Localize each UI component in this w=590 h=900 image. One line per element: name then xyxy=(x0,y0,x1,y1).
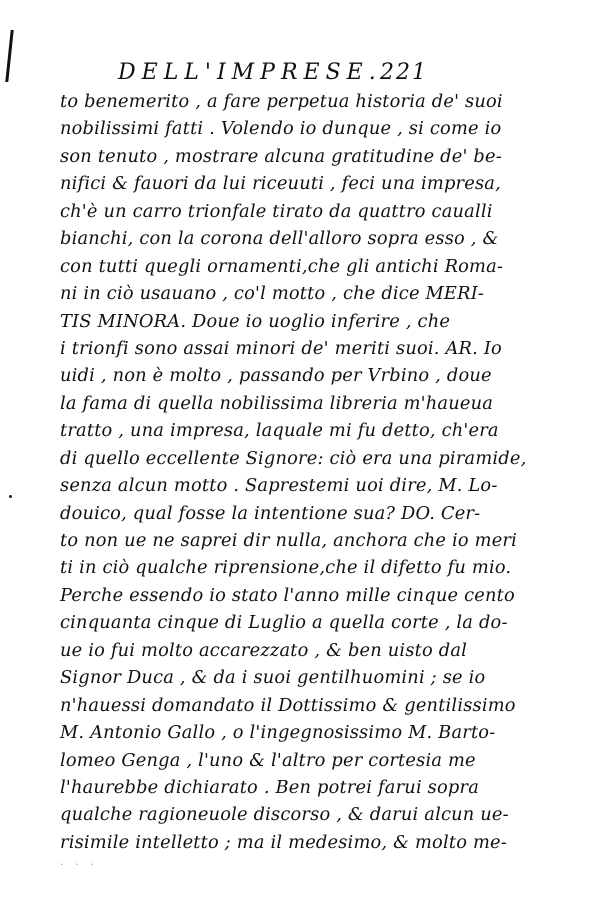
text-line: Perche essendo io stato l'anno mille cinque cento xyxy=(60,584,515,606)
text-line: cinquanta cinque di Luglio a quella corte , la do- xyxy=(60,612,508,634)
text-line: qualche ragioneuole discorso , & darui alcun ue- xyxy=(60,804,509,826)
text-line: i trionfi sono assai minori de' meriti suoi. AR. Io xyxy=(60,337,502,359)
text-line: son tenuto , mostrare alcuna gratitudine de' be- xyxy=(60,145,502,167)
text-line: to non ue ne saprei dir nulla, anchora che io meri xyxy=(60,530,518,551)
text-line: Signor Duca , & da i suoi gentilhuomini ; se io xyxy=(60,667,486,689)
text-line: nifici & fauori da lui riceuuti , feci una impresa, xyxy=(60,173,501,195)
text-line: ti in ciò qualche riprensione,che il difetto fu mio. xyxy=(60,557,512,579)
text-line: tratto , una impresa, laquale mi fu detto, ch'era xyxy=(60,420,499,442)
text-line: ni in ciò usauano , co'l motto , che dice MERI- xyxy=(60,283,485,305)
page-edge-mark xyxy=(5,30,13,82)
text-line: di quello eccellente Signore: ciò era una piramide, xyxy=(60,447,527,469)
text-line: senza alcun motto . Saprestemi uoi dire, M. Lo- xyxy=(60,475,498,497)
footer-specks: · · · xyxy=(60,858,98,871)
text-line: l'haurebbe dichiarato . Ben potrei farui sopra xyxy=(60,776,479,798)
text-line: lomeo Genga , l'uno & l'altro per cortesia me xyxy=(60,749,476,771)
text-line: n'hauessi domandato il Dottissimo & gentilissimo xyxy=(60,694,516,716)
text-line: la fama di quella nobilissima libreria m'haueua xyxy=(60,392,494,414)
text-line: douico, qual fosse la intentione sua? DO. Cer- xyxy=(60,502,481,524)
ink-spot xyxy=(9,495,12,498)
text-line: bianchi, con la corona dell'alloro sopra esso , & xyxy=(60,228,499,250)
text-line: M. Antonio Gallo , o l'ingegnosissimo M. Barto- xyxy=(60,722,496,744)
text-line: uidi , non è molto , passando per Vrbino , doue xyxy=(60,365,492,387)
text-line: risimile intelletto ; ma il medesimo, & molto me- xyxy=(60,831,507,853)
running-head: DELL'IMPRESE. xyxy=(118,60,382,85)
text-line: TIS MINORA. Doue io uoglio inferire , che xyxy=(60,310,451,332)
body-text xyxy=(60,88,527,856)
text-line: nobilissimi fatti . Volendo io dunque , si come io xyxy=(60,118,502,140)
text-line: ue io fui molto accarezzato , & ben uisto dal xyxy=(60,639,468,661)
text-line: con tutti quegli ornamenti,che gli antichi Roma- xyxy=(60,255,504,277)
page-number: 221 xyxy=(380,60,428,85)
text-line: ch'è un carro trionfale tirato da quattro caualli xyxy=(60,200,493,222)
text-line: to benemerito , a fare perpetua historia de' suoi xyxy=(60,91,503,112)
